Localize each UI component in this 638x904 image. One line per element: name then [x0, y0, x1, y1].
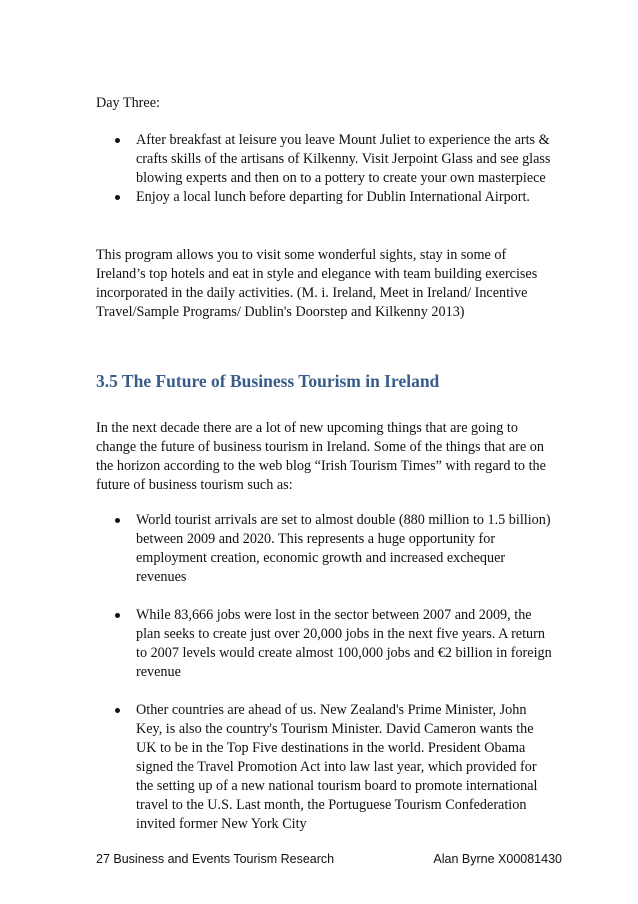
- future-paragraph: In the next decade there are a lot of new upcoming things that are going to change the future of business tourism in Ireland. Some of the things that are on the horizon according to the web blog “Irish Tourism Times” with regard to the future of business tourism such as:: [96, 420, 546, 493]
- program-paragraph: This program allows you to visit some wonderful sights, stay in some of Ireland’s top hotels and eat in style and elegance with team building exercises incorporated in the daily activities. (M. i. Ireland, Meet in Ireland/ Incentive Travel/Sample Programs/ Dublin's Doorstep and Kilkenny 2013): [96, 247, 538, 320]
- list-item: While 83,666 jobs were lost in the sector between 2007 and 2009, the plan seeks to create just over 20,000 jobs in the next five years. A return to 2007 levels would create almost 100,000 jobs and €2 billion in foreign revenue: [96, 606, 552, 682]
- list-item: Other countries are ahead of us. New Zealand's Prime Minister, John Key, is also the country's Tourism Minister. David Cameron wants the UK to be in the Top Five destinations in the world. President Obama signed the Travel Promotion Act into law last year, which provided for the setting up of a new national tourism board to promote international travel to the U.S. Last month, the Portuguese Tourism Confederation invited former New York City: [96, 701, 552, 834]
- day-three-list: [96, 131, 552, 207]
- future-list: [96, 511, 552, 853]
- list-item: After breakfast at leisure you leave Mount Juliet to experience the arts & crafts skills of the artisans of Kilkenny. Visit Jerpoint Glass and see glass blowing experts and then on to a pottery to create your own masterpiece: [96, 131, 552, 188]
- footer-page-title: 27 Business and Events Tourism Research: [96, 852, 335, 866]
- section-heading: 3.5 The Future of Business Tourism in Ireland: [96, 371, 440, 391]
- list-item: Enjoy a local lunch before departing for Dublin International Airport.: [96, 188, 552, 207]
- day-three-heading: Day Three:: [96, 95, 160, 111]
- list-item: World tourist arrivals are set to almost double (880 million to 1.5 billion) between 2009 and 2020. This represents a huge opportunity for employment creation, economic growth and increased exchequer revenues: [96, 511, 552, 587]
- footer-author: Alan Byrne X00081430: [433, 852, 562, 866]
- page-footer: [96, 852, 562, 870]
